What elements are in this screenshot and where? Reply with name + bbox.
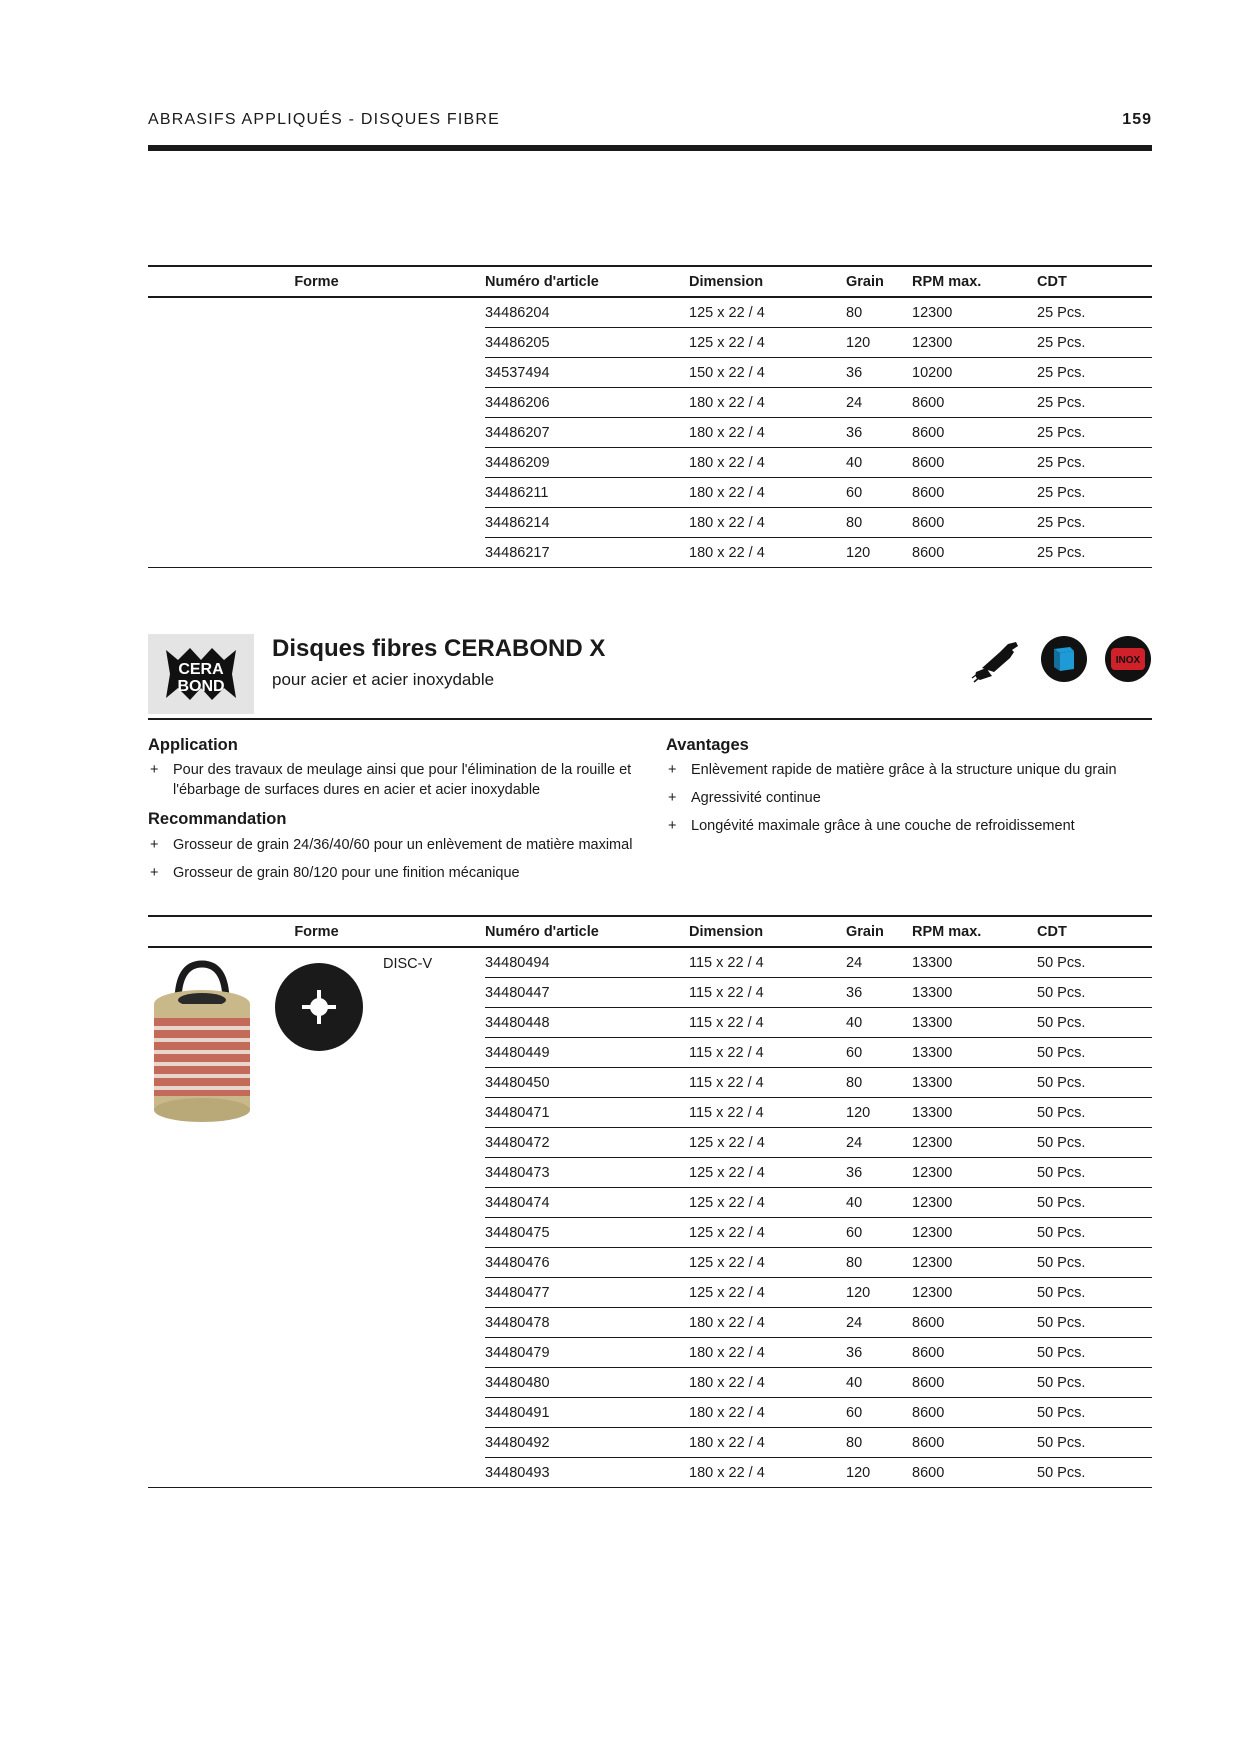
product-title: Disques fibres CERABOND X	[272, 635, 606, 662]
dimension-cell: 180 x 22 / 4	[689, 388, 846, 418]
cdt-cell: 50 Pcs.	[1037, 1248, 1152, 1278]
rpm-cell: 8600	[912, 1398, 1037, 1428]
cdt-cell: 50 Pcs.	[1037, 1218, 1152, 1248]
dimension-cell: 180 x 22 / 4	[689, 478, 846, 508]
cdt-cell: 25 Pcs.	[1037, 538, 1152, 568]
rpm-cell: 8600	[912, 418, 1037, 448]
article-number-cell: 34486205	[485, 328, 689, 358]
forme-cell	[148, 947, 485, 1488]
grain-cell: 24	[846, 1128, 912, 1158]
disc-shape-icon	[274, 962, 364, 1052]
column-header-dimension: Dimension	[689, 916, 846, 947]
cdt-cell: 50 Pcs.	[1037, 978, 1152, 1008]
article-number-cell: 34480473	[485, 1158, 689, 1188]
inox-material-icon	[1104, 635, 1152, 683]
list-item: + Longévité maximale grâce à une couche de refroidissement	[668, 818, 1075, 834]
rpm-cell: 8600	[912, 1428, 1037, 1458]
cdt-cell: 25 Pcs.	[1037, 478, 1152, 508]
dimension-cell: 125 x 22 / 4	[689, 1248, 846, 1278]
forme-cell	[148, 297, 485, 568]
logo-text-cera: CERA	[178, 661, 224, 678]
grain-cell: 40	[846, 448, 912, 478]
dimension-cell: 125 x 22 / 4	[689, 297, 846, 328]
rpm-cell: 12300	[912, 297, 1037, 328]
column-header-forme: Forme	[148, 266, 485, 297]
article-number-cell: 34486207	[485, 418, 689, 448]
page-number: 159	[1122, 111, 1152, 128]
grain-cell: 36	[846, 1338, 912, 1368]
plus-bullet: +	[668, 790, 677, 806]
cdt-cell: 50 Pcs.	[1037, 1188, 1152, 1218]
cdt-cell: 50 Pcs.	[1037, 1278, 1152, 1308]
grain-cell: 80	[846, 297, 912, 328]
cdt-cell: 50 Pcs.	[1037, 1368, 1152, 1398]
dimension-cell: 180 x 22 / 4	[689, 448, 846, 478]
dimension-cell: 180 x 22 / 4	[689, 508, 846, 538]
rpm-cell: 13300	[912, 1038, 1037, 1068]
grain-cell: 120	[846, 328, 912, 358]
rpm-cell: 12300	[912, 1248, 1037, 1278]
disc-pack-image	[150, 956, 254, 1124]
rpm-cell: 13300	[912, 978, 1037, 1008]
dimension-cell: 125 x 22 / 4	[689, 1128, 846, 1158]
article-number-cell: 34486211	[485, 478, 689, 508]
table-row	[148, 947, 1152, 978]
cdt-cell: 50 Pcs.	[1037, 947, 1152, 978]
article-number-cell: 34486206	[485, 388, 689, 418]
list-item: + Grosseur de grain 24/36/40/60 pour un enlèvement de matière maximal	[150, 837, 633, 853]
grain-cell: 80	[846, 1068, 912, 1098]
grain-cell: 24	[846, 1308, 912, 1338]
rpm-cell: 12300	[912, 1278, 1037, 1308]
dimension-cell: 125 x 22 / 4	[689, 1218, 846, 1248]
article-number-cell: 34486209	[485, 448, 689, 478]
cdt-cell: 50 Pcs.	[1037, 1398, 1152, 1428]
grain-cell: 24	[846, 947, 912, 978]
rpm-cell: 12300	[912, 1128, 1037, 1158]
column-header-rpm: RPM max.	[912, 916, 1037, 947]
grain-cell: 120	[846, 1278, 912, 1308]
avantages-list	[666, 760, 1156, 844]
dimension-cell: 180 x 22 / 4	[689, 1368, 846, 1398]
column-header-dimension: Dimension	[689, 266, 846, 297]
article-number-cell: 34480493	[485, 1458, 689, 1488]
product-subtitle: pour acier et acier inoxydable	[272, 670, 495, 689]
application-list	[148, 760, 648, 808]
rpm-cell: 8600	[912, 388, 1037, 418]
cdt-cell: 50 Pcs.	[1037, 1038, 1152, 1068]
steel-material-icon	[1040, 635, 1088, 683]
grain-cell: 36	[846, 978, 912, 1008]
article-number-cell: 34480492	[485, 1428, 689, 1458]
cdt-cell: 25 Pcs.	[1037, 328, 1152, 358]
article-number-cell: 34480447	[485, 978, 689, 1008]
table-header-row	[148, 266, 1152, 297]
table-header-row	[148, 916, 1152, 947]
grain-cell: 120	[846, 1098, 912, 1128]
plus-bullet: +	[150, 837, 159, 853]
plus-bullet: +	[150, 762, 159, 778]
angle-grinder-icon	[970, 638, 1020, 684]
rpm-cell: 12300	[912, 1218, 1037, 1248]
grain-cell: 120	[846, 538, 912, 568]
article-table-2	[148, 915, 1152, 1488]
cdt-cell: 50 Pcs.	[1037, 1128, 1152, 1158]
page-header	[148, 111, 1152, 131]
dimension-cell: 180 x 22 / 4	[689, 1338, 846, 1368]
logo-text-bond: BOND	[177, 678, 225, 695]
article-number-cell: 34537494	[485, 358, 689, 388]
dimension-cell: 125 x 22 / 4	[689, 328, 846, 358]
rpm-cell: 8600	[912, 1308, 1037, 1338]
dimension-cell: 115 x 22 / 4	[689, 947, 846, 978]
article-number-cell: 34480480	[485, 1368, 689, 1398]
grain-cell: 36	[846, 1158, 912, 1188]
dimension-cell: 115 x 22 / 4	[689, 1038, 846, 1068]
plus-bullet: +	[668, 818, 677, 834]
dimension-cell: 125 x 22 / 4	[689, 1188, 846, 1218]
rpm-cell: 12300	[912, 1158, 1037, 1188]
rpm-cell: 13300	[912, 947, 1037, 978]
grain-cell: 40	[846, 1008, 912, 1038]
dimension-cell: 125 x 22 / 4	[689, 1158, 846, 1188]
cerabond-logo	[148, 634, 254, 714]
rpm-cell: 10200	[912, 358, 1037, 388]
cdt-cell: 25 Pcs.	[1037, 418, 1152, 448]
product-header	[148, 634, 1152, 720]
column-header-grain: Grain	[846, 266, 912, 297]
rpm-cell: 8600	[912, 538, 1037, 568]
dimension-cell: 150 x 22 / 4	[689, 358, 846, 388]
column-header-article-number: Numéro d'article	[485, 916, 689, 947]
cdt-cell: 25 Pcs.	[1037, 508, 1152, 538]
article-number-cell: 34480472	[485, 1128, 689, 1158]
article-number-cell: 34480476	[485, 1248, 689, 1278]
forme-label: DISC-V	[383, 956, 433, 972]
cdt-cell: 50 Pcs.	[1037, 1068, 1152, 1098]
article-number-cell: 34480450	[485, 1068, 689, 1098]
table-row	[148, 297, 1152, 328]
rpm-cell: 8600	[912, 448, 1037, 478]
recommandation-list	[148, 835, 648, 891]
grain-cell: 80	[846, 1248, 912, 1278]
avantages-title: Avantages	[666, 736, 749, 754]
cdt-cell: 50 Pcs.	[1037, 1158, 1152, 1188]
grain-cell: 60	[846, 1398, 912, 1428]
article-number-cell: 34480471	[485, 1098, 689, 1128]
grain-cell: 60	[846, 478, 912, 508]
article-number-cell: 34480449	[485, 1038, 689, 1068]
rpm-cell: 12300	[912, 328, 1037, 358]
rpm-cell: 8600	[912, 508, 1037, 538]
article-number-cell: 34486217	[485, 538, 689, 568]
article-number-cell: 34480475	[485, 1218, 689, 1248]
cdt-cell: 50 Pcs.	[1037, 1458, 1152, 1488]
dimension-cell: 180 x 22 / 4	[689, 1428, 846, 1458]
cdt-cell: 25 Pcs.	[1037, 448, 1152, 478]
list-item: + Agressivité continue	[668, 790, 821, 806]
article-number-cell: 34486214	[485, 508, 689, 538]
dimension-cell: 115 x 22 / 4	[689, 1098, 846, 1128]
rpm-cell: 13300	[912, 1068, 1037, 1098]
column-header-article-number: Numéro d'article	[485, 266, 689, 297]
dimension-cell: 180 x 22 / 4	[689, 1308, 846, 1338]
recommandation-title: Recommandation	[148, 810, 287, 828]
rpm-cell: 8600	[912, 1368, 1037, 1398]
list-item: + Grosseur de grain 80/120 pour une finition mécanique	[150, 865, 520, 881]
rpm-cell: 13300	[912, 1008, 1037, 1038]
grain-cell: 80	[846, 508, 912, 538]
article-number-cell: 34480448	[485, 1008, 689, 1038]
article-number-cell: 34480478	[485, 1308, 689, 1338]
cdt-cell: 50 Pcs.	[1037, 1098, 1152, 1128]
plus-bullet: +	[150, 865, 159, 881]
cdt-cell: 50 Pcs.	[1037, 1008, 1152, 1038]
article-number-cell: 34480477	[485, 1278, 689, 1308]
rpm-cell: 8600	[912, 478, 1037, 508]
dimension-cell: 180 x 22 / 4	[689, 538, 846, 568]
grain-cell: 40	[846, 1368, 912, 1398]
column-header-rpm: RPM max.	[912, 266, 1037, 297]
rpm-cell: 13300	[912, 1098, 1037, 1128]
rpm-cell: 12300	[912, 1188, 1037, 1218]
grain-cell: 60	[846, 1218, 912, 1248]
grain-cell: 60	[846, 1038, 912, 1068]
cdt-cell: 25 Pcs.	[1037, 388, 1152, 418]
column-header-cdt: CDT	[1037, 916, 1152, 947]
list-item: + Enlèvement rapide de matière grâce à la structure unique du grain	[668, 762, 1117, 778]
article-number-cell: 34486204	[485, 297, 689, 328]
grain-cell: 24	[846, 388, 912, 418]
grain-cell: 36	[846, 358, 912, 388]
column-header-cdt: CDT	[1037, 266, 1152, 297]
dimension-cell: 115 x 22 / 4	[689, 1008, 846, 1038]
dimension-cell: 180 x 22 / 4	[689, 1398, 846, 1428]
column-header-grain: Grain	[846, 916, 912, 947]
article-table-1	[148, 265, 1152, 568]
dimension-cell: 115 x 22 / 4	[689, 1068, 846, 1098]
rpm-cell: 8600	[912, 1458, 1037, 1488]
plus-bullet: +	[668, 762, 677, 778]
cdt-cell: 50 Pcs.	[1037, 1338, 1152, 1368]
article-number-cell: 34480479	[485, 1338, 689, 1368]
dimension-cell: 125 x 22 / 4	[689, 1278, 846, 1308]
grain-cell: 40	[846, 1188, 912, 1218]
rpm-cell: 8600	[912, 1338, 1037, 1368]
dimension-cell: 180 x 22 / 4	[689, 1458, 846, 1488]
cdt-cell: 50 Pcs.	[1037, 1428, 1152, 1458]
column-header-forme: Forme	[148, 916, 485, 947]
article-number-cell: 34480494	[485, 947, 689, 978]
header-rule	[148, 145, 1152, 151]
grain-cell: 80	[846, 1428, 912, 1458]
list-item: + Pour des travaux de meulage ainsi que pour l'élimination de la rouille et l'ébarbage de surfaces dures en acier et acier inoxydable	[150, 762, 632, 798]
grain-cell: 36	[846, 418, 912, 448]
inox-badge-text: INOX	[1115, 655, 1141, 666]
cdt-cell: 25 Pcs.	[1037, 358, 1152, 388]
dimension-cell: 180 x 22 / 4	[689, 418, 846, 448]
cdt-cell: 50 Pcs.	[1037, 1308, 1152, 1338]
article-number-cell: 34480491	[485, 1398, 689, 1428]
dimension-cell: 115 x 22 / 4	[689, 978, 846, 1008]
section-title: ABRASIFS APPLIQUÉS - DISQUES FIBRE	[148, 111, 500, 128]
cdt-cell: 25 Pcs.	[1037, 297, 1152, 328]
application-title: Application	[148, 736, 238, 754]
article-number-cell: 34480474	[485, 1188, 689, 1218]
grain-cell: 120	[846, 1458, 912, 1488]
